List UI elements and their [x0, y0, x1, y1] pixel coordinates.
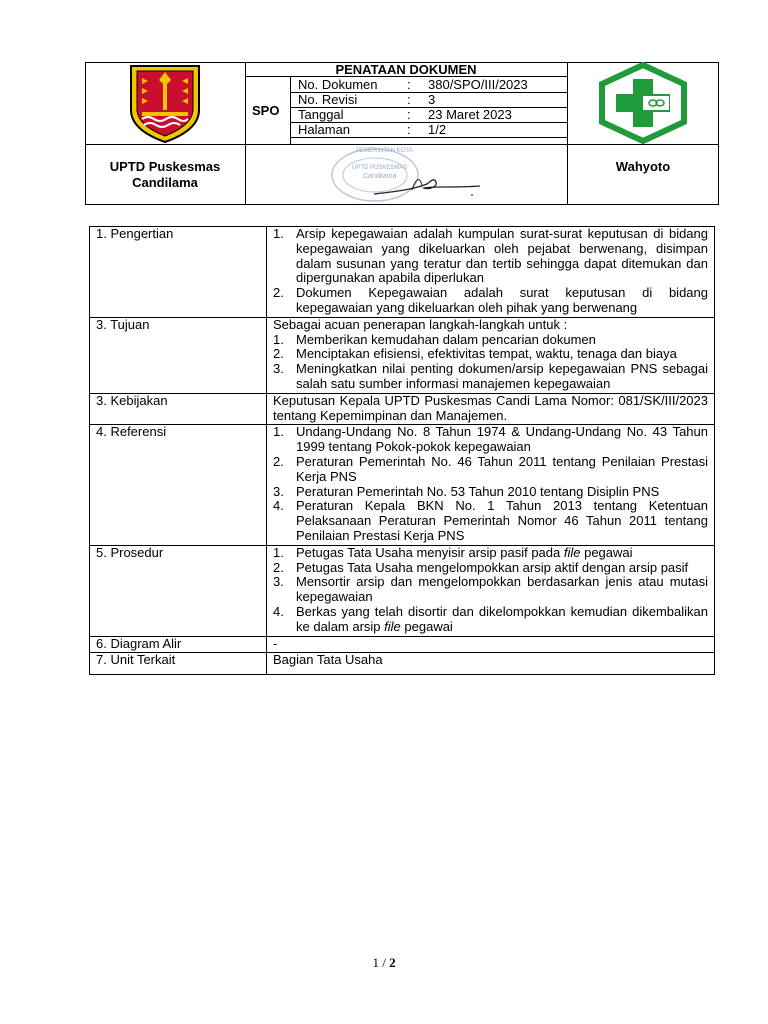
meta-label: No. Dokumen [298, 77, 378, 92]
row-intro: Sebagai acuan penerapan langkah-langkah untuk : [273, 316, 568, 332]
list-item: 2. Menciptakan efisiensi, efektivitas tempat, waktu, tenaga dan biaya [273, 346, 677, 362]
list-item: 4. Peraturan Kepala BKN No. 1 Tahun 2013 tentang Ketentuan Pelaksanaan Peraturan Pemerintah Nomor 46 Tahun 2011 tentang Penilaian Prestasi Kerja PNS [273, 498, 708, 543]
stamp-inner-line1: UPTD PUSKESMAS [352, 165, 408, 171]
page-separator: / [378, 955, 390, 970]
list-item: 3. Mensortir arsip dan mengelompokkan berdasarkan jenis atau mutasi kepegawaian [273, 574, 708, 605]
meta-sep: : [407, 77, 411, 92]
signature-icon [372, 172, 484, 200]
signer-name: Wahyoto [615, 159, 671, 174]
row-label: 6. Diagram Alir [90, 636, 267, 653]
stamp-text: PEMERINTAH KOTA [356, 148, 413, 154]
list-item: 1. Memberikan kemudahan dalam pencarian dokumen [273, 331, 596, 347]
meta-label: Halaman [298, 122, 351, 137]
list-item: 1. Petugas Tata Usaha menyisir arsip pasif pada file pegawai [273, 544, 633, 560]
row-content [267, 545, 715, 636]
spo-content-table [89, 226, 715, 675]
row-content: Keputusan Kepala UPTD Puskesmas Candi Lama Nomor: 081/SK/III/2023 tentang Kepemimpinan dan Manajemen. [267, 393, 715, 425]
table-row [90, 425, 715, 545]
table-row [90, 636, 715, 653]
list-item: 3. Meningkatkan nilai penting dokumen/arsip kepegawaian PNS sebagai salah satu sumber informasi manajemen kepegawaian [273, 361, 708, 391]
row-content [267, 317, 715, 393]
row-label: 7. Unit Terkait [90, 653, 267, 675]
list-item: 2. Petugas Tata Usaha mengelompokkan arsip aktif dengan arsip pasif [273, 559, 689, 575]
row-content [267, 425, 715, 545]
list-item: 2. Peraturan Pemerintah No. 46 Tahun 2011 tentang Penilaian Prestasi Kerja PNS [273, 453, 708, 484]
meta-value: 380/SPO/III/2023 [428, 77, 528, 92]
org-name-line1: UPTD Puskesmas [109, 159, 221, 174]
page-footer [0, 955, 768, 971]
table-row [90, 545, 715, 636]
row-content: - [267, 636, 715, 653]
meta-sep: : [407, 92, 411, 107]
org-name-line2: Candilama [132, 175, 198, 190]
table-row [90, 227, 715, 318]
meta-label: No. Revisi [298, 92, 358, 107]
spo-label: SPO [252, 103, 280, 118]
row-label: 4. Referensi [90, 425, 267, 545]
row-content: Bagian Tata Usaha [267, 653, 715, 675]
meta-sep: : [407, 122, 411, 137]
puskesmas-logo-icon [597, 62, 689, 144]
table-row [90, 317, 715, 393]
row-label: 3. Tujuan [90, 317, 267, 393]
document-title: PENATAAN DOKUMEN [335, 62, 477, 77]
city-emblem-icon [128, 64, 202, 144]
meta-value: 3 [428, 92, 436, 107]
row-label: 3. Kebijakan [90, 393, 267, 425]
meta-value: 23 Maret 2023 [428, 107, 512, 122]
list-item: 4. Berkas yang telah disortir dan dikelompokkan kemudian dikembalikan ke dalam arsip file pegawai [273, 603, 708, 634]
page-total: 2 [389, 955, 396, 970]
row-label: 1. Pengertian [90, 227, 267, 318]
list-item: 3. Peraturan Pemerintah No. 53 Tahun 2010 tentang Disiplin PNS [273, 483, 660, 499]
table-row [90, 393, 715, 425]
list-item: 1. Undang-Undang No. 8 Tahun 1974 & Undang-Undang No. 43 Tahun 1999 tentang Pokok-pokok kepegawaian [273, 424, 708, 455]
table-row [90, 653, 715, 675]
row-label: 5. Prosedur [90, 545, 267, 636]
list-item: 2. Dokumen Kepegawaian adalah surat keputusan di bidang kepegawaian yang dikeluarkan oleh pihak yang berwenang [273, 285, 708, 315]
stamp-inner-line2: Candilama [363, 173, 397, 180]
meta-label: Tanggal [298, 107, 344, 122]
meta-sep: : [407, 107, 411, 122]
meta-value: 1/2 [428, 122, 447, 137]
row-content [267, 227, 715, 318]
list-item: 1. Arsip kepegawaian adalah kumpulan surat-surat keputusan di bidang kepegawaian yang dikeluarkan oleh pejabat berwenang, disimpan dalam susunan yang teratur dan tertib sehingga dapat ditemukan dan dipergunakan apabila diperlukan [273, 226, 708, 286]
page-current: 1 [372, 955, 379, 970]
